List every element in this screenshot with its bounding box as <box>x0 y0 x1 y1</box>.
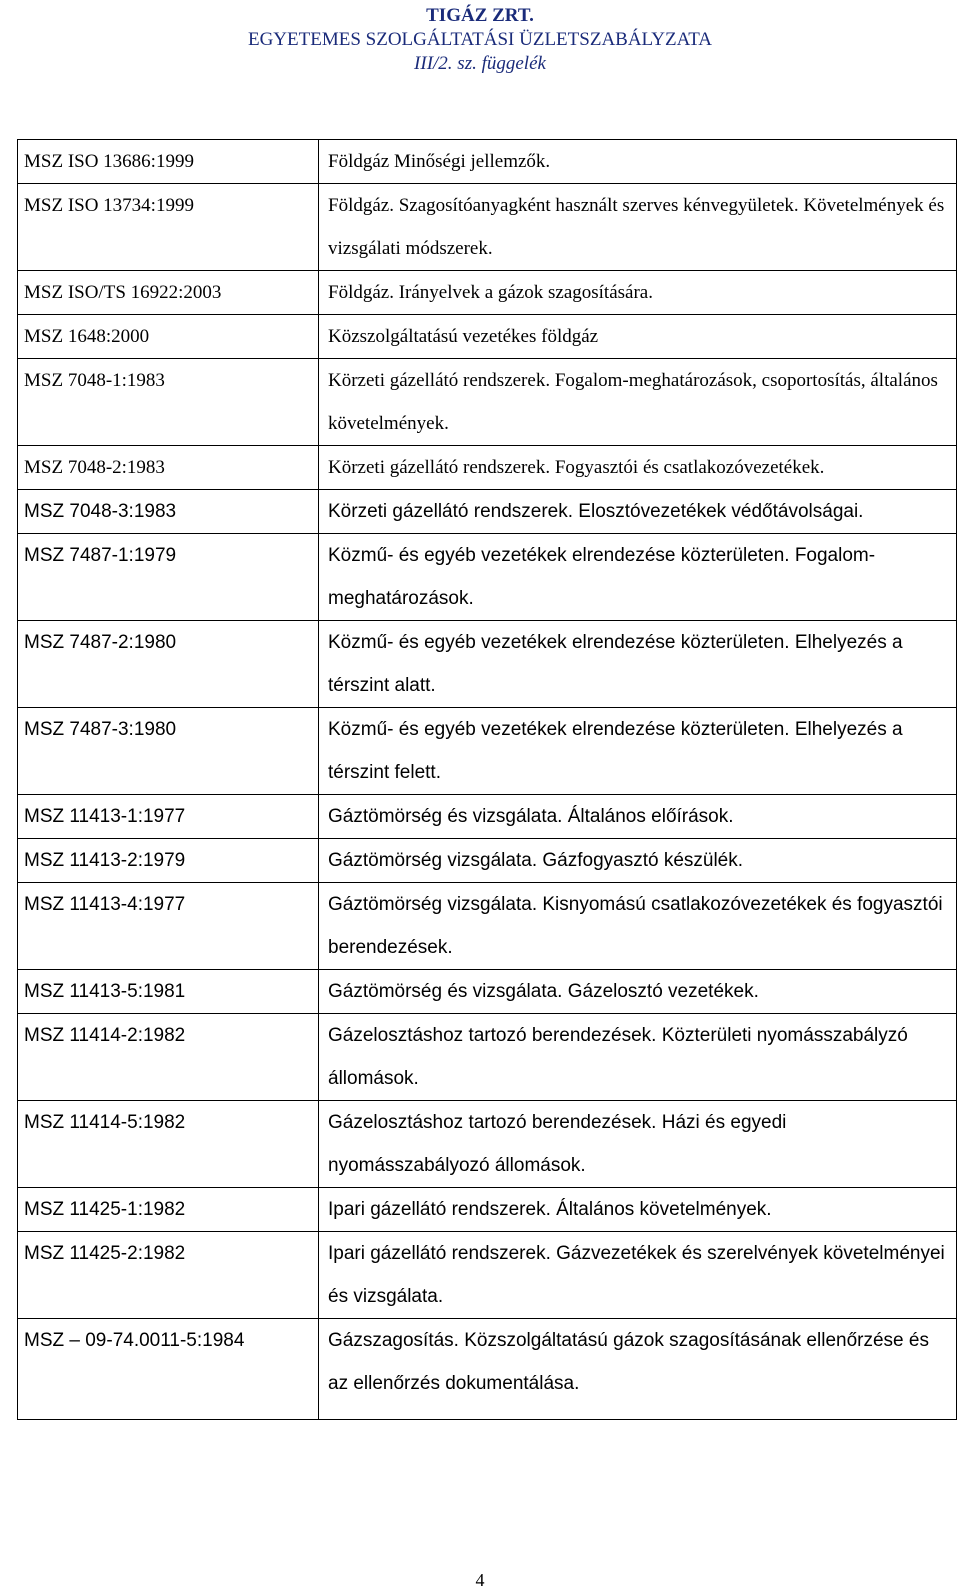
standard-description-cell: Körzeti gázellátó rendszerek. Fogalom-meghatározások, csoportosítás, általános követelmények. <box>319 359 957 446</box>
standard-description-cell: Közszolgáltatású vezetékes földgáz <box>319 315 957 359</box>
standard-description-cell: Közmű- és egyéb vezetékek elrendezése közterületen. Elhelyezés a térszint alatt. <box>319 621 957 708</box>
table-row <box>18 1014 957 1101</box>
standard-code-cell: MSZ 7487-1:1979 <box>18 534 319 621</box>
standard-code-cell: MSZ 11413-1:1977 <box>18 795 319 839</box>
standard-code-cell: MSZ 7048-2:1983 <box>18 446 319 490</box>
table-row <box>18 534 957 621</box>
standard-description-cell: Körzeti gázellátó rendszerek. Fogyasztói és csatlakozóvezetékek. <box>319 446 957 490</box>
table-row <box>18 1319 957 1420</box>
document-title: EGYETEMES SZOLGÁLTATÁSI ÜZLETSZABÁLYZATA <box>247 29 713 50</box>
standard-code-cell: MSZ 7048-3:1983 <box>18 490 319 534</box>
page-number: 4 <box>475 1570 485 1590</box>
standards-table-body <box>18 140 957 1420</box>
table-row <box>18 315 957 359</box>
table-row <box>18 1188 957 1232</box>
standard-code-cell: MSZ ISO 13686:1999 <box>18 140 319 184</box>
table-row <box>18 140 957 184</box>
standard-code-cell: MSZ 11425-1:1982 <box>18 1188 319 1232</box>
standard-description-cell: Gázelosztáshoz tartozó berendezések. Közterületi nyomásszabályzó állomások. <box>319 1014 957 1101</box>
table-row <box>18 708 957 795</box>
standard-code-cell: MSZ ISO/TS 16922:2003 <box>18 271 319 315</box>
standard-description-cell: Gáztömörség és vizsgálata. Gázelosztó vezetékek. <box>319 970 957 1014</box>
table-row <box>18 621 957 708</box>
standard-code-cell: MSZ 11414-5:1982 <box>18 1101 319 1188</box>
table-row <box>18 839 957 883</box>
standard-description-cell: Ipari gázellátó rendszerek. Gázvezetékek és szerelvények követelményei és vizsgálata. <box>319 1232 957 1319</box>
standard-description-cell: Gázelosztáshoz tartozó berendezések. Házi és egyedi nyomásszabályozó állomások. <box>319 1101 957 1188</box>
standard-description-cell: Közmű- és egyéb vezetékek elrendezése közterületen. Elhelyezés a térszint felett. <box>319 708 957 795</box>
standard-description-cell: Gáztömörség és vizsgálata. Általános előírások. <box>319 795 957 839</box>
standard-description-cell: Ipari gázellátó rendszerek. Általános követelmények. <box>319 1188 957 1232</box>
standard-description-cell: Közmű- és egyéb vezetékek elrendezése közterületen. Fogalom-meghatározások. <box>319 534 957 621</box>
standard-code-cell: MSZ 7487-2:1980 <box>18 621 319 708</box>
table-row <box>18 184 957 271</box>
standard-code-cell: MSZ 11413-2:1979 <box>18 839 319 883</box>
table-row <box>18 446 957 490</box>
standard-code-cell: MSZ ISO 13734:1999 <box>18 184 319 271</box>
standard-code-cell: MSZ 11413-4:1977 <box>18 883 319 970</box>
standard-description-cell: Gázszagosítás. Közszolgáltatású gázok szagosításának ellenőrzése és az ellenőrzés dokumentálása. <box>319 1319 957 1420</box>
table-row <box>18 970 957 1014</box>
document-header <box>0 4 960 76</box>
standard-code-cell: MSZ 1648:2000 <box>18 315 319 359</box>
table-row <box>18 795 957 839</box>
standard-code-cell: MSZ – 09-74.0011-5:1984 <box>18 1319 319 1420</box>
standard-code-cell: MSZ 11413-5:1981 <box>18 970 319 1014</box>
table-row <box>18 271 957 315</box>
table-row <box>18 490 957 534</box>
appendix-label: III/2. sz. függelék <box>414 53 546 74</box>
standards-table <box>17 139 957 1420</box>
standard-description-cell: Gáztömörség vizsgálata. Kisnyomású csatlakozóvezetékek és fogyasztói berendezések. <box>319 883 957 970</box>
company-name: TIGÁZ ZRT. <box>426 5 534 26</box>
standard-description-cell: Földgáz. Szagosítóanyagként használt szerves kénvegyületek. Követelmények és vizsgálati módszerek. <box>319 184 957 271</box>
standard-description-cell: Gáztömörség vizsgálata. Gázfogyasztó készülék. <box>319 839 957 883</box>
standard-code-cell: MSZ 7048-1:1983 <box>18 359 319 446</box>
standard-description-cell: Földgáz. Irányelvek a gázok szagosítására. <box>319 271 957 315</box>
table-row <box>18 359 957 446</box>
table-row <box>18 1101 957 1188</box>
standard-description-cell: Földgáz Minőségi jellemzők. <box>319 140 957 184</box>
standard-code-cell: MSZ 7487-3:1980 <box>18 708 319 795</box>
standard-code-cell: MSZ 11425-2:1982 <box>18 1232 319 1319</box>
table-row <box>18 883 957 970</box>
standard-description-cell: Körzeti gázellátó rendszerek. Elosztóvezetékek védőtávolságai. <box>319 490 957 534</box>
table-row <box>18 1232 957 1319</box>
standard-code-cell: MSZ 11414-2:1982 <box>18 1014 319 1101</box>
